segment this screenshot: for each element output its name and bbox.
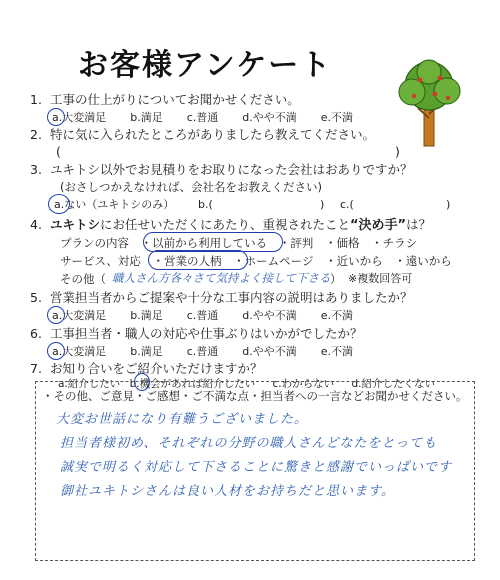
q4-option-reputation[interactable]: ・評判 — [278, 236, 314, 250]
q3-option-b-close: ) — [320, 198, 325, 211]
question-number: 3. — [30, 162, 42, 177]
q5-option-b[interactable]: b.満足 — [130, 309, 163, 322]
question-2 — [30, 127, 375, 143]
q4-other — [60, 272, 106, 286]
q4-answer-mark-1 — [140, 232, 283, 252]
q4-option-plan[interactable]: プランの内容 — [60, 236, 129, 250]
q7-option-a[interactable]: a.紹介したい — [58, 378, 121, 390]
q6-option-d[interactable]: d.やや不満 — [242, 345, 297, 358]
question-text: 工事担当者・職人の対応や仕事ぶりはいかがでしたか？ — [49, 326, 363, 341]
q1-option-d[interactable]: d.やや不満 — [242, 111, 297, 124]
q7-option-b[interactable]: b.機会があれば紹介したい — [129, 378, 256, 390]
q4-option-price[interactable]: ・価格 — [324, 236, 360, 250]
q4-option-flyer[interactable]: ・チラシ — [371, 236, 418, 250]
q4-handwritten-answer: 職人さん方各々さて気持よく接して下さる — [112, 271, 331, 285]
brand-name: ユキトシ — [49, 217, 100, 232]
comment-line: 御社ユキトシさんは良い人材をお持ちだと思います。 — [60, 484, 395, 499]
q4-option-sales-person[interactable]: ・営業の人柄 — [152, 254, 222, 268]
q6-answer-mark — [47, 342, 65, 360]
tree-icon — [390, 58, 470, 148]
question-text-end: は？ — [406, 217, 432, 232]
q2-open-paren: ( — [56, 144, 61, 159]
question-number: 5. — [30, 290, 42, 305]
comment-line: 担当者様初め、それぞれの分野の職人さんどなたをとっても — [60, 436, 438, 451]
question-5 — [30, 290, 413, 306]
q6-options — [52, 345, 377, 359]
q3-option-c-close: ) — [446, 198, 451, 211]
q1-option-b[interactable]: b.満足 — [130, 111, 163, 124]
question-text: にお任せいただくにあたり、重視されたこと — [100, 217, 351, 232]
key-phrase: “決め手” — [350, 218, 407, 233]
question-number: 6. — [30, 326, 42, 341]
q4-option-near[interactable]: ・近いから — [325, 254, 383, 268]
comment-box — [35, 381, 475, 561]
question-1 — [30, 92, 300, 108]
q6-option-e[interactable]: e.不満 — [320, 345, 354, 358]
q6-option-c[interactable]: c.普通 — [186, 345, 219, 358]
question-text: ユキトシ以外でお見積りをお取りになった会社はおありですか？ — [49, 162, 413, 177]
q3-option-c[interactable]: c.( — [340, 198, 354, 211]
q5-option-c[interactable]: c.普通 — [186, 309, 219, 322]
q5-option-a[interactable]: a.大変満足 — [52, 309, 107, 322]
q4-option-website[interactable]: ・ホームページ — [233, 254, 314, 268]
q7-option-d[interactable]: d.紹介したくない — [351, 378, 435, 390]
q4-answer-mark-2 — [148, 250, 248, 270]
question-text: 工事の仕上がりについてお聞かせください。 — [49, 92, 300, 107]
q3-note: (おさしつかえなければ、会社名をお教えください) — [60, 180, 322, 194]
question-text: お知り合いをご紹介いただけますか？ — [49, 361, 263, 376]
q5-option-e[interactable]: e.不満 — [320, 309, 354, 322]
q1-option-e[interactable]: e.不満 — [320, 111, 354, 124]
comment-line: 誠実で明るく対応して下さることに驚きと感謝でいっぱいです — [60, 460, 453, 475]
question-text: 営業担当者からご提案や十分な工事内容の説明はありましたか？ — [49, 290, 413, 305]
q2-close-paren: ) — [395, 144, 400, 159]
question-6 — [30, 326, 363, 342]
question-number: 2. — [30, 127, 42, 142]
q1-options — [52, 111, 377, 125]
q4-multiple-note: ※複数回答可 — [348, 272, 413, 285]
q6-option-b[interactable]: b.満足 — [130, 345, 163, 358]
q1-option-a[interactable]: a.大変満足 — [52, 111, 107, 124]
question-3 — [30, 162, 413, 178]
comment-prompt: ・その他、ご意見・ご感想・ご不満な点・担当者への一言などお聞かせください。 — [42, 389, 468, 403]
q1-option-c[interactable]: c.普通 — [186, 111, 219, 124]
q6-option-a[interactable]: a.大変満足 — [52, 345, 107, 358]
q4-option-previous[interactable]: ・以前から利用している — [140, 236, 268, 250]
q3-option-a[interactable]: a.ない（ユキトシのみ） — [54, 198, 175, 211]
q4-row-2 — [60, 254, 452, 268]
q1-answer-mark — [47, 108, 65, 126]
q3-option-b[interactable]: b.( — [198, 198, 213, 211]
q5-answer-mark — [47, 306, 65, 324]
q5-option-d[interactable]: d.やや不満 — [242, 309, 297, 322]
question-number: 7. — [30, 361, 42, 376]
q3-answer-mark — [48, 194, 70, 214]
q7-option-c[interactable]: c.わからない — [272, 378, 335, 390]
question-text: 特に気に入られたところがありましたら教えてください。 — [49, 127, 375, 142]
q4-other-label: その他（ — [60, 272, 106, 286]
page-title: お客様アンケート — [78, 48, 333, 83]
question-number: 1. — [30, 92, 42, 107]
q4-option-service[interactable]: サービス、対応 — [60, 254, 141, 268]
q4-other-close: ） — [330, 272, 342, 286]
comment-line: 大変お世話になり有難うございました。 — [56, 412, 309, 427]
question-number: 4. — [30, 217, 42, 232]
q5-options — [52, 309, 377, 323]
q4-option-far[interactable]: ・遠いから — [394, 254, 452, 268]
